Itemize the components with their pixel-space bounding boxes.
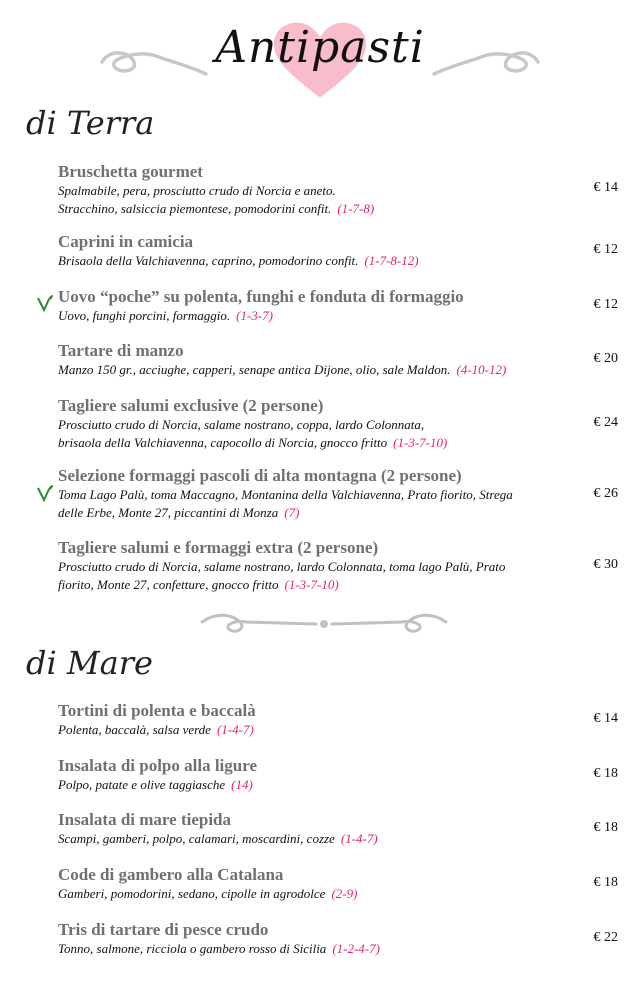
menu-item — [58, 920, 538, 958]
menu-item — [58, 865, 538, 903]
item-name: Tortini di polenta e baccalà — [58, 701, 256, 720]
item-price: € 14 — [593, 180, 618, 195]
allergens: (2-9) — [331, 886, 358, 901]
item-name: Tagliere salumi e formaggi extra (2 persone) — [58, 538, 379, 557]
section-title-mare: di Mare — [26, 644, 153, 682]
item-price: € 20 — [593, 351, 618, 366]
item-price: € 12 — [593, 297, 618, 312]
item-desc: Tonno, salmone, ricciola o gambero rosso di Sicilia — [58, 941, 327, 956]
allergens: (1-3-7-10) — [284, 577, 339, 592]
item-desc: Stracchino, salsiccia piemontese, pomodorini confit. — [58, 201, 332, 216]
menu-item — [58, 232, 538, 270]
item-price: € 18 — [593, 875, 618, 890]
item-desc: fiorito, Monte 27, confetture, gnocco fritto — [58, 577, 279, 592]
item-name: Tagliere salumi exclusive (2 persone) — [58, 396, 324, 415]
menu-item — [58, 466, 558, 522]
item-desc: Gamberi, pomodorini, sedano, cipolle in agrodolce — [58, 886, 326, 901]
allergens: (1-7-8) — [337, 201, 375, 216]
item-name: Uovo “poche” su polenta, funghi e fonduta di formaggio — [58, 287, 464, 306]
allergens: (1-7-8-12) — [364, 253, 419, 268]
item-price: € 22 — [593, 930, 618, 945]
menu-item — [58, 162, 538, 218]
allergens: (7) — [284, 505, 300, 520]
vegetarian-leaf-icon — [36, 484, 54, 502]
ornamental-divider-icon — [196, 606, 452, 642]
item-desc: Spalmabile, pera, prosciutto crudo di Norcia e aneto. — [58, 183, 336, 198]
item-desc: Scampi, gamberi, polpo, calamari, moscardini, cozze — [58, 831, 335, 846]
menu-item — [58, 396, 538, 452]
item-price: € 18 — [593, 766, 618, 781]
menu-item — [58, 538, 558, 594]
menu-item — [58, 810, 538, 848]
vegetarian-leaf-icon — [36, 294, 54, 312]
item-desc: Brisaola della Valchiavenna, caprino, pomodorino confit. — [58, 253, 359, 268]
item-desc: Uovo, funghi porcini, formaggio. — [58, 308, 231, 323]
item-name: Insalata di mare tiepida — [58, 810, 232, 829]
menu-item — [58, 756, 538, 794]
item-price: € 14 — [593, 711, 618, 726]
menu-item — [58, 341, 538, 379]
item-desc: Toma Lago Palù, toma Maccagno, Montanina della Valchiavenna, Prato fiorito, Strega — [58, 487, 513, 502]
section-title-terra: di Terra — [26, 104, 155, 142]
menu-item — [58, 287, 538, 325]
item-name: Bruschetta gourmet — [58, 162, 203, 181]
allergens: (14) — [231, 777, 253, 792]
allergens: (1-4-7) — [340, 831, 378, 846]
menu-item — [58, 701, 538, 739]
allergens: (1-2-4-7) — [332, 941, 380, 956]
allergens: (4-10-12) — [456, 362, 507, 377]
item-desc: Prosciutto crudo di Norcia, salame nostrano, coppa, lardo Colonnata, — [58, 417, 425, 432]
item-price: € 26 — [593, 486, 618, 501]
item-desc: Polpo, patate e olive taggiasche — [58, 777, 226, 792]
item-name: Code di gambero alla Catalana — [58, 865, 284, 884]
item-desc: Manzo 150 gr., acciughe, capperi, senape antica Dijone, olio, sale Maldon. — [58, 362, 451, 377]
item-price: € 12 — [593, 242, 618, 257]
page-title: Antipasti — [215, 22, 425, 73]
item-name: Tris di tartare di pesce crudo — [58, 920, 269, 939]
item-name: Insalata di polpo alla ligure — [58, 756, 258, 775]
allergens: (1-3-7-10) — [393, 435, 448, 450]
item-desc: Polenta, baccalà, salsa verde — [58, 722, 211, 737]
item-price: € 18 — [593, 820, 618, 835]
item-name: Tartare di manzo — [58, 341, 184, 360]
item-desc: Prosciutto crudo di Norcia, salame nostrano, lardo Colonnata, toma lago Palù, Prato — [58, 559, 506, 574]
item-name: Caprini in camicia — [58, 232, 194, 251]
item-desc: delle Erbe, Monte 27, piccantini di Monza — [58, 505, 279, 520]
item-price: € 24 — [593, 415, 618, 430]
item-name: Selezione formaggi pascoli di alta montagna (2 persone) — [58, 466, 462, 485]
allergens: (1-3-7) — [236, 308, 273, 323]
menu-header — [0, 0, 640, 110]
allergens: (1-4-7) — [216, 722, 254, 737]
item-desc: brisaola della Valchiavenna, capocollo di Norcia, gnocco fritto — [58, 435, 388, 450]
item-price: € 30 — [593, 557, 618, 572]
